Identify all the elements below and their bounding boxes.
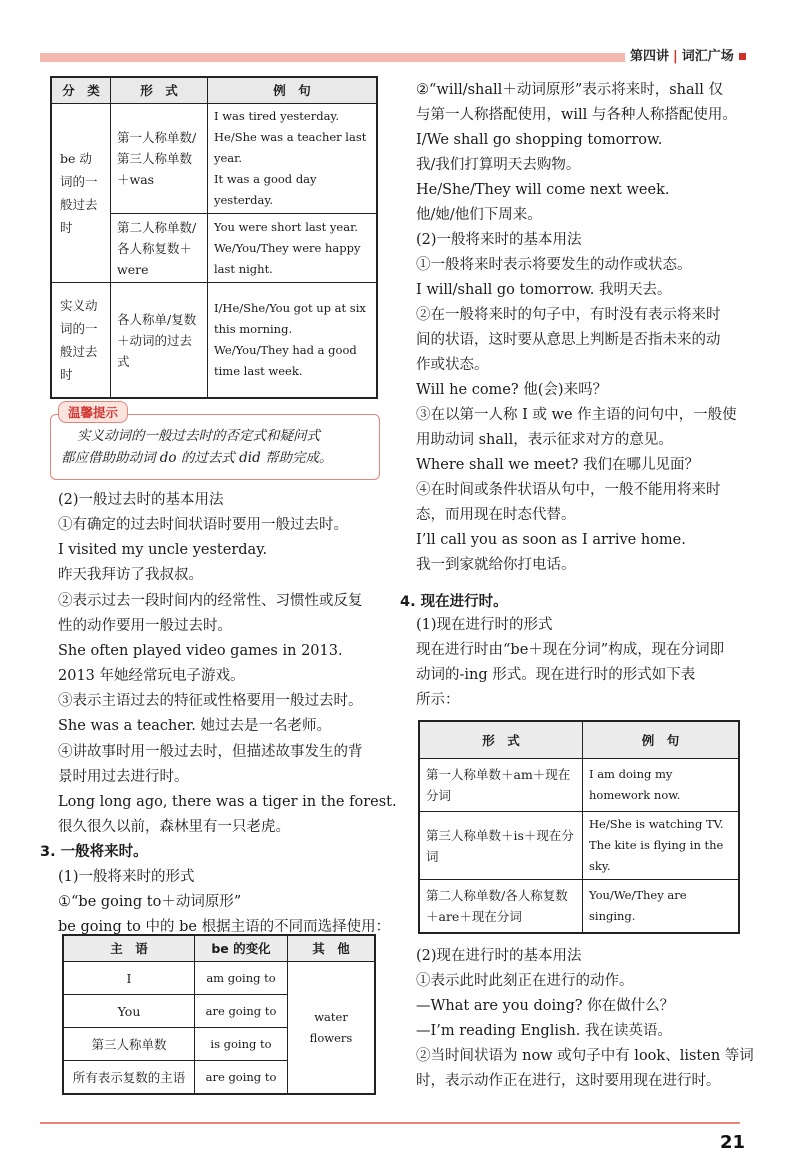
example-line: He/She is watching TV. (589, 817, 724, 831)
text-line: 景时用过去进行时。 (58, 769, 189, 785)
example-line: I am doing my homework now. (589, 767, 681, 802)
tip-label: 温馨提示 (58, 401, 128, 423)
table-header-cell: 例 句 (583, 721, 740, 759)
text-line: ①“be going to＋动词原形” (58, 894, 242, 910)
text-line: 动词的-ing 形式。现在进行时的形式如下表 (416, 667, 696, 683)
text-line: She often played video games in 2013. (58, 643, 343, 659)
table-header-cell: 形 式 (111, 77, 208, 104)
table-row (51, 283, 377, 399)
text-line: (1)一般将来时的形式 (58, 869, 195, 885)
text-line: (1)现在进行时的形式 (416, 617, 553, 633)
text-line: (2)一般过去时的基本用法 (58, 492, 224, 508)
subject-cell: You (63, 995, 195, 1028)
text-line: 我一到家就给你打电话。 (416, 557, 576, 573)
example-line: You/We/They are singing. (589, 888, 687, 923)
text-line: ①表示此时此刻正在进行的动作。 (416, 973, 634, 989)
text-line: 现在进行时由“be＋现在分词”构成，现在分词即 (416, 642, 725, 658)
text-line: ①一般将来时表示将要发生的动作或状态。 (416, 257, 692, 273)
text-line: 昨天我拜访了我叔叔。 (58, 567, 203, 583)
past-tense-table (50, 76, 378, 399)
section-heading: 3. 一般将来时。 (40, 844, 148, 860)
text-line: 与第一人称搭配使用，will 与各种人称搭配使用。 (416, 107, 737, 123)
example-cell (583, 880, 740, 934)
example-cell (208, 104, 378, 214)
text-line: ④讲故事时用一般过去时，但描述故事发生的背 (58, 744, 363, 760)
table-header-row (51, 77, 377, 104)
text-line: ②表示过去一段时间内的经常性、习惯性或反复 (58, 593, 363, 609)
text-line: 间的状语，这时要从意思上判断是否指未来的动 (416, 332, 721, 348)
table-header-row (63, 935, 375, 962)
table-header-cell: 例 句 (208, 77, 378, 104)
table-row (419, 812, 739, 880)
text-line: (2)现在进行时的基本用法 (416, 948, 582, 964)
text-line: ②在一般将来时的句子中，有时没有表示将来时 (416, 307, 721, 323)
text-line: Long long ago, there was a tiger in the forest. (58, 794, 397, 810)
running-header (630, 45, 746, 64)
example-cell (583, 759, 740, 812)
table-header-cell: 分 类 (51, 77, 111, 104)
table-row (419, 759, 739, 812)
example-line: The kite is flying in the sky. (589, 838, 724, 873)
tip-line: 都应借助助动词 do 的过去式 did 帮助完成。 (61, 450, 333, 466)
example-line: He/She was a teacher last year. (214, 130, 367, 165)
be-cell: are going to (195, 1061, 288, 1095)
example-line: I was tired yesterday. (214, 109, 340, 123)
lecture-label: 第四讲 (630, 49, 670, 64)
text-line: ④在时间或条件状语从句中，一般不能用将来时 (416, 482, 721, 498)
text-line: 性的动作要用一般过去时。 (58, 618, 232, 634)
subject-cell: 所有表示复数的主语 (63, 1061, 195, 1095)
table-header-row (419, 721, 739, 759)
section-label: 词汇广场 (681, 49, 734, 64)
text-line: I’ll call you as soon as I arrive home. (416, 532, 686, 548)
be-cell: am going to (195, 962, 288, 995)
text-line: I will/shall go tomorrow. 我明天去。 (416, 282, 672, 298)
header-square-icon (739, 53, 746, 60)
other-cell: water flowers (288, 962, 376, 1095)
present-progressive-table (418, 720, 740, 934)
form-cell: 各人称单/复数＋动词的过去式 (111, 283, 208, 399)
text-line: 他/她/他们下周来。 (416, 207, 542, 223)
section-heading: 4. 现在进行时。 (400, 594, 508, 610)
text-line: 作或状态。 (416, 357, 489, 373)
text-line: 态，而用现在时态代替。 (416, 507, 576, 523)
text-line: I visited my uncle yesterday. (58, 542, 268, 558)
text-line: ③在以第一人称 I 或 we 作主语的问句中，一般使 (416, 407, 737, 423)
text-line: He/She/They will come next week. (416, 182, 670, 198)
category-cell: 实义动词的一般过去时 (51, 283, 111, 399)
text-line: ②当时间状语为 now 或句子中有 look、listen 等词 (416, 1048, 754, 1064)
example-cell (583, 812, 740, 880)
page-number: 21 (720, 1132, 746, 1153)
be-cell: is going to (195, 1028, 288, 1061)
table-header-cell: 其 他 (288, 935, 376, 962)
footer-rule (40, 1122, 740, 1124)
table-header-cell: be 的变化 (195, 935, 288, 962)
example-line: We/You/They were happy last night. (214, 240, 361, 276)
table-row (51, 104, 377, 214)
category-cell: be 动词的一般过去时 (51, 104, 111, 283)
example-line: I/He/She/You got up at six this morning. (214, 301, 366, 336)
text-line: —What are you doing? 你在做什么？ (416, 998, 675, 1014)
example-cell (208, 283, 378, 399)
header-separator: | (673, 49, 678, 64)
text-line: ①有确定的过去时间状语时要用一般过去时。 (58, 517, 348, 533)
text-line: (2)一般将来时的基本用法 (416, 232, 582, 248)
text-line: Will he come? 他(会)来吗？ (416, 382, 608, 398)
example-line: You were short last year. (214, 219, 358, 234)
text-line: 时，表示动作正在进行，这时要用现在进行时。 (416, 1073, 721, 1089)
tip-line: 实义动词的一般过去时的否定式和疑问式 (77, 428, 320, 444)
header-bar (40, 53, 625, 62)
text-line: Where shall we meet? 我们在哪儿见面？ (416, 457, 699, 473)
subject-cell: 第三人称单数 (63, 1028, 195, 1061)
text-line: 很久很久以前，森林里有一只老虎。 (58, 819, 290, 835)
example-line: It was a good day yesterday. (214, 172, 317, 207)
subject-cell: I (63, 962, 195, 995)
text-line: 用助动词 shall，表示征求对方的意见。 (416, 432, 673, 448)
tip-box (50, 414, 380, 480)
be-cell: are going to (195, 995, 288, 1028)
text-line: ②“will/shall＋动词原形”表示将来时，shall 仅 (416, 82, 724, 98)
text-line: 所示： (416, 692, 460, 708)
text-line: 我/我们打算明天去购物。 (416, 157, 581, 173)
table-row (419, 880, 739, 934)
form-cell: 第三人称单数＋is＋现在分词 (419, 812, 583, 880)
text-line: —I’m reading English. 我在读英语。 (416, 1023, 672, 1039)
text-line: be going to 中的 be 根据主语的不同而选择使用： (58, 919, 391, 935)
table-header-cell: 形 式 (419, 721, 583, 759)
text-line: I/We shall go shopping tomorrow. (416, 132, 663, 148)
text-line: ③表示主语过去的特征或性格要用一般过去时。 (58, 693, 363, 709)
example-line: We/You/They had a good time last week. (214, 343, 357, 378)
example-cell (208, 214, 378, 283)
text-line: She was a teacher. 她过去是一名老师。 (58, 718, 331, 734)
form-cell: 第二人称单数/各人称复数＋were (111, 214, 208, 283)
table-row (63, 962, 375, 995)
form-cell: 第二人称单数/各人称复数＋are＋现在分词 (419, 880, 583, 934)
be-going-to-table (62, 934, 376, 1095)
text-line: 2013 年她经常玩电子游戏。 (58, 668, 245, 684)
table-header-cell: 主 语 (63, 935, 195, 962)
form-cell: 第一人称单数/第三人称单数＋was (111, 104, 208, 214)
form-cell: 第一人称单数＋am＋现在分词 (419, 759, 583, 812)
